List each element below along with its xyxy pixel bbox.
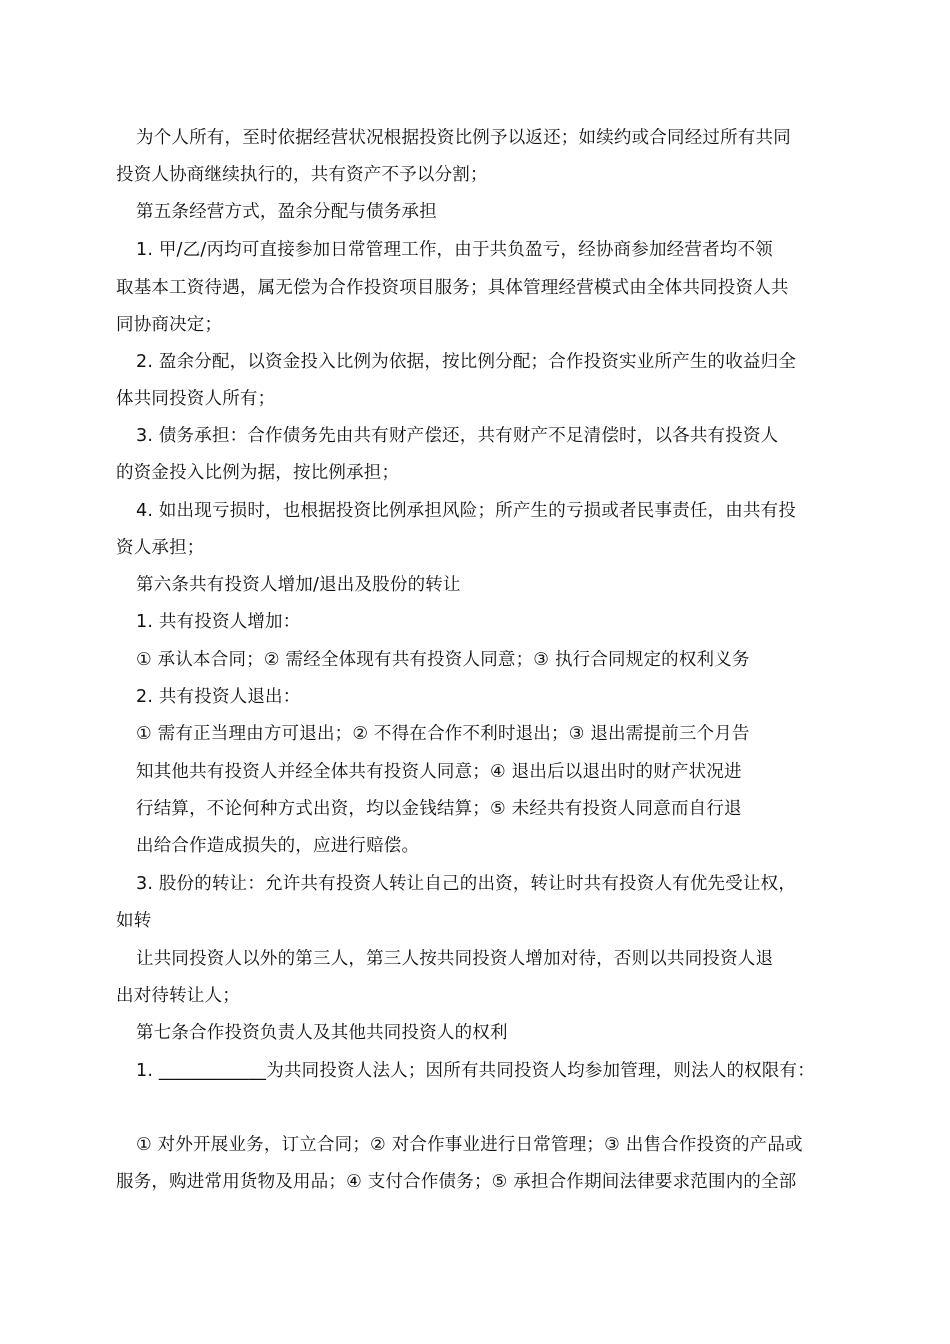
section-heading-7: 第七条合作投资负责人及其他共同投资人的权利 [136, 1023, 508, 1043]
text-line-17: ① 需有正当理由方可退出；② 不得在合作不利时退出；③ 退出需提前三个月告 [136, 724, 750, 744]
text-line-4: 1. 甲/乙/丙均可直接参加日常管理工作，由于共负盈亏，经协商参加经营者均不领 [136, 240, 773, 260]
text-line-12: 资人承担； [116, 538, 205, 558]
text-line-8: 体共同投资人所有； [116, 389, 276, 409]
text-line-7: 2. 盈余分配，以资金投入比例为依据，按比例分配；合作投资实业所产生的收益归全 [136, 352, 797, 372]
text-line-1: 为个人所有，至时依据经营状况根据投资比例予以返还；如续约或合同经过所有共同 [136, 128, 791, 148]
text-line-26: 1. ____________为共同投资人法人；因所有共同投资人均参加管理，则法人的权限有： [136, 1061, 815, 1081]
text-line-15: ① 承认本合同；② 需经全体现有共有投资人同意；③ 执行合同规定的权利义务 [136, 650, 750, 670]
text-line-21: 3. 股份的转让：允许共有投资人转让自己的出资，转让时共有投资人有优先受让权， [136, 874, 797, 894]
text-line-11: 4. 如出现亏损时，也根据投资比例承担风险；所产生的亏损或者民事责任，由共有投 [136, 501, 797, 521]
text-line-2: 投资人协商继续执行的，共有资产不予以分割； [116, 165, 488, 185]
text-line-23: 让共同投资人以外的第三人，第三人按共同投资人增加对待，否则以共同投资人退 [136, 949, 774, 969]
text-line-5: 取基本工资待遇，属无偿为合作投资项目服务；具体管理经营模式由全体共同投资人共 [116, 278, 789, 298]
text-line-22: 如转 [116, 911, 152, 931]
text-line-6: 同协商决定； [116, 315, 223, 335]
text-line-24: 出对待转让人； [116, 986, 240, 1006]
text-line-20: 出给合作造成损失的，应进行赔偿。 [136, 836, 420, 856]
text-line-28: 服务，购进常用货物及用品；④ 支付合作债务；⑤ 承担合作期间法律要求范围内的全部 [116, 1172, 797, 1192]
text-line-18: 知其他共有投资人并经全体共有投资人同意；④ 退出后以退出时的财产状况进 [136, 762, 742, 782]
text-line-27: ① 对外开展业务，订立合同；② 对合作事业进行日常管理；③ 出售合作投资的产品或 [136, 1135, 803, 1155]
text-line-16: 2. 共有投资人退出： [136, 687, 301, 707]
text-line-19: 行结算，不论何种方式出资，均以金钱结算；⑤ 未经共有投资人同意而自行退 [136, 799, 742, 819]
text-line-10: 的资金投入比例为据，按比例承担； [116, 463, 400, 483]
text-line-14: 1. 共有投资人增加： [136, 612, 301, 632]
section-heading-6: 第六条共有投资人增加/退出及股份的转让 [136, 575, 461, 595]
text-line-9: 3. 债务承担：合作债务先由共有财产偿还，共有财产不足清偿时，以各共有投资人 [136, 426, 779, 446]
section-heading-5: 第五条经营方式，盈余分配与债务承担 [136, 202, 437, 222]
